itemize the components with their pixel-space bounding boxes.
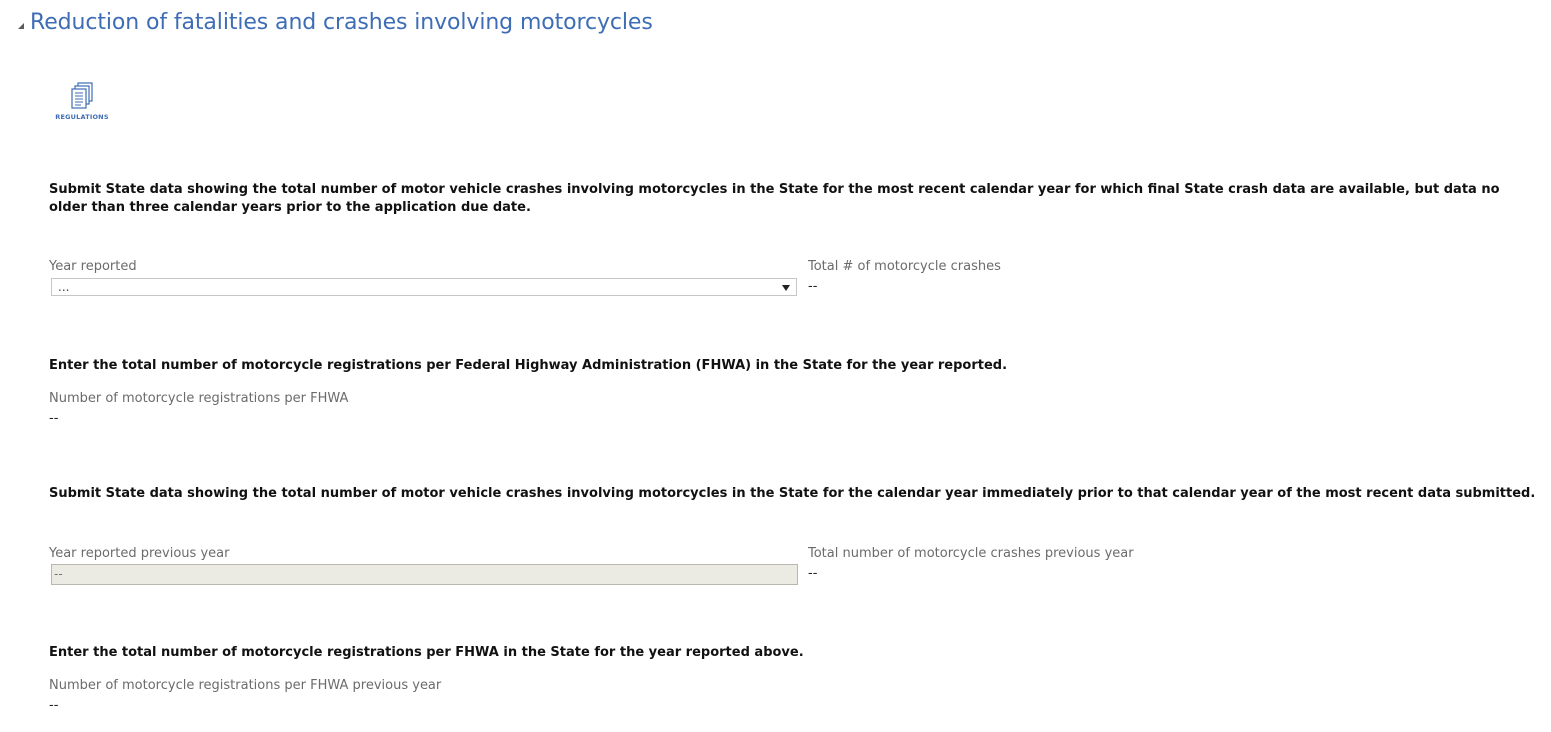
prev-crashes-value: -- <box>808 566 818 581</box>
prev-year-field <box>51 564 798 585</box>
total-crashes-label: Total # of motorcycle crashes <box>808 259 1001 274</box>
section-title: Reduction of fatalities and crashes involving motorcycles <box>30 10 653 35</box>
year-reported-value: ... <box>58 280 70 294</box>
prev-crashes-label: Total number of motorcycle crashes previous year <box>808 546 1134 561</box>
instruction-registrations: Enter the total number of motorcycle registrations per Federal Highway Administration (FHWA) in the State for the year reported. <box>49 358 1008 373</box>
triangle-collapse-icon[interactable] <box>18 23 24 29</box>
chevron-down-icon[interactable] <box>782 285 790 291</box>
year-reported-label: Year reported <box>49 259 137 274</box>
year-reported-select[interactable] <box>51 278 797 296</box>
section-header[interactable] <box>18 10 653 35</box>
regulations-label: REGULATIONS <box>55 113 109 121</box>
total-crashes-value: -- <box>808 279 818 294</box>
document-stack-icon <box>70 82 94 110</box>
instruction-crash-data: Submit State data showing the total number of motor vehicle crashes involving motorcycles in the State for the most recent calendar year for which final State crash data are available, but data no older than three calendar years prior to the application due date. <box>49 182 1500 215</box>
instruction-prev-crash-data: Submit State data showing the total number of motor vehicle crashes involving motorcycles in the State for the calendar year immediately prior to that calendar year of the most recent data submitted. <box>49 486 1536 501</box>
regulations-button[interactable] <box>56 82 108 124</box>
registrations-label: Number of motorcycle registrations per FHWA <box>49 391 349 406</box>
prev-registrations-label: Number of motorcycle registrations per FHWA previous year <box>49 678 442 693</box>
registrations-value: -- <box>49 411 59 426</box>
instruction-prev-registrations: Enter the total number of motorcycle registrations per FHWA in the State for the year reported above. <box>49 645 804 660</box>
prev-registrations-value: -- <box>49 698 59 713</box>
prev-year-value: -- <box>54 567 63 581</box>
prev-year-label: Year reported previous year <box>49 546 230 561</box>
